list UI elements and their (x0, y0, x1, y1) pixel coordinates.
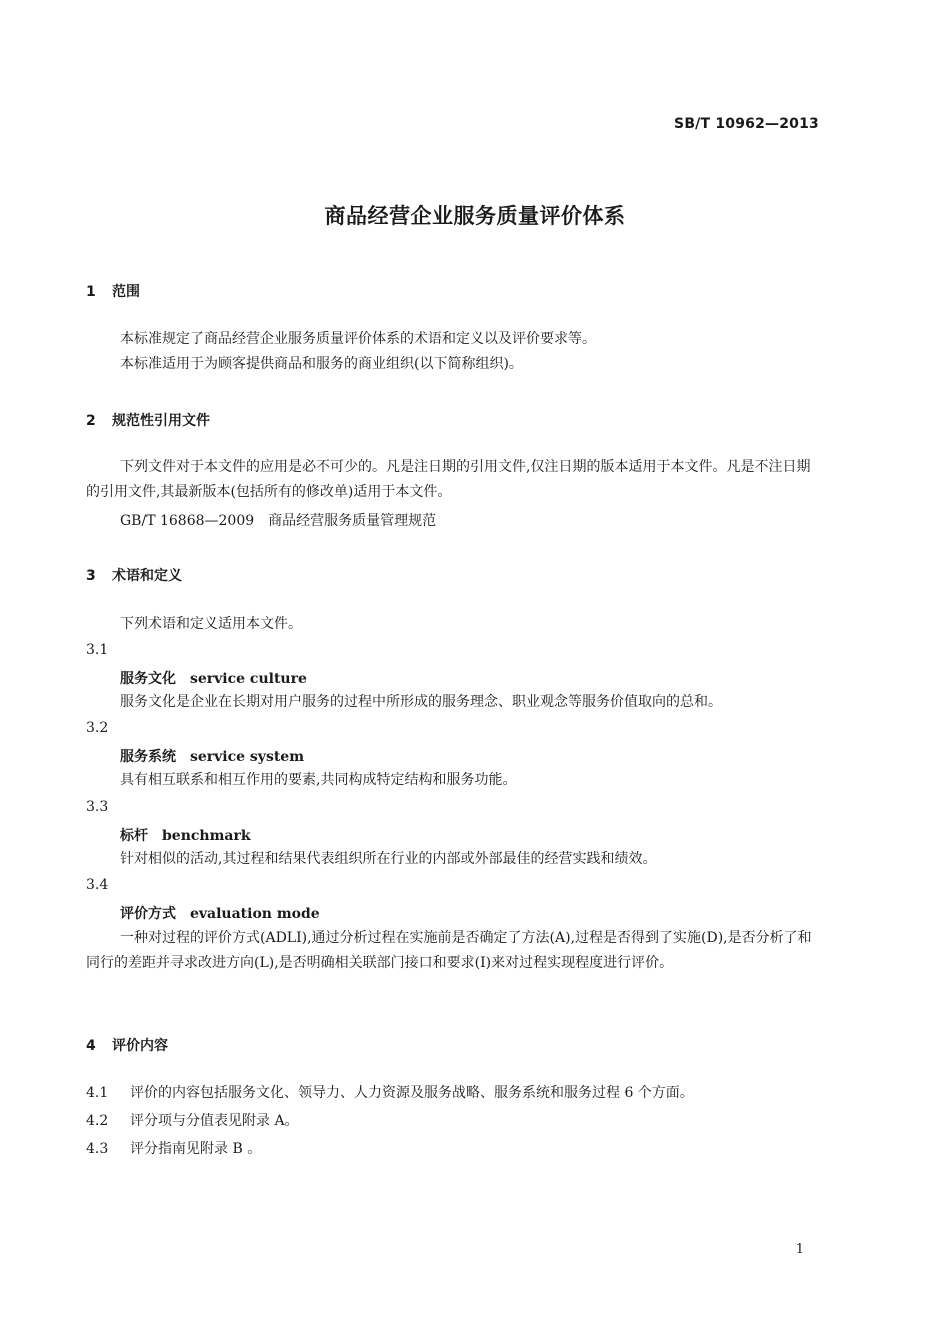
item-number: 4.3 (86, 1141, 109, 1157)
section-number: 4 (86, 1038, 96, 1054)
term-heading (120, 903, 320, 923)
term-zh: 评价方式 (120, 906, 176, 922)
term-definition: 具有相互联系和相互作用的要素,共同构成特定结构和服务功能。 (120, 772, 517, 788)
list-item (86, 1110, 299, 1130)
term-number: 3.4 (86, 877, 109, 893)
section-4-heading (86, 1035, 168, 1055)
section-2-paragraph: 下列文件对于本文件的应用是必不可少的。凡是注日期的引用文件,仅注日期的版本适用于本文件。凡是不注日期的引用文件,其最新版本(包括所有的修改单)适用于本文件。 (86, 459, 811, 500)
term-number: 3.3 (86, 799, 109, 815)
term-definition: 针对相似的活动,其过程和结果代表组织所在行业的内部或外部最佳的经营实践和绩效。 (120, 851, 657, 867)
term-definition: 一种对过程的评价方式(ADLI),通过分析过程在实施前是否确定了方法(A),过程是否得到了实施(D),是否分析了和同行的差距并寻求改进方向(L),是否明确相关联部门接口和要求(I)来对过程实现程度进行评价。 (86, 930, 812, 971)
term-zh: 服务系统 (120, 749, 176, 765)
document-title: 商品经营企业服务质量评价体系 (324, 204, 626, 228)
term-zh: 服务文化 (120, 671, 176, 687)
term-number: 3.2 (86, 720, 109, 736)
term-en: service culture (190, 671, 307, 687)
section-title: 范围 (112, 284, 140, 300)
term-en: service system (190, 749, 305, 765)
term-heading (120, 825, 251, 845)
item-text: 评分指南见附录 B 。 (130, 1141, 262, 1157)
term-heading (120, 746, 304, 766)
section-title: 评价内容 (112, 1038, 168, 1054)
section-3-heading (86, 565, 182, 585)
page-number: 1 (795, 1242, 804, 1257)
section-1-line-1: 本标准规定了商品经营企业服务质量评价体系的术语和定义以及评价要求等。 (120, 331, 596, 347)
term-heading (120, 668, 307, 688)
section-3-intro: 下列术语和定义适用本文件。 (120, 616, 302, 632)
section-number: 2 (86, 413, 96, 429)
term-en: evaluation mode (190, 906, 320, 922)
list-item (86, 1082, 694, 1102)
item-number: 4.1 (86, 1085, 109, 1101)
section-title: 规范性引用文件 (112, 413, 210, 429)
section-number: 3 (86, 568, 96, 584)
section-2-heading (86, 410, 210, 430)
term-en: benchmark (162, 828, 251, 844)
item-text: 评分项与分值表见附录 A。 (130, 1113, 299, 1129)
section-title: 术语和定义 (112, 568, 182, 584)
item-text: 评价的内容包括服务文化、领导力、人力资源及服务战略、服务系统和服务过程 6 个方面。 (130, 1085, 694, 1101)
term-definition: 服务文化是企业在长期对用户服务的过程中所形成的服务理念、职业观念等服务价值取向的总和。 (120, 694, 722, 710)
term-number: 3.1 (86, 642, 109, 658)
section-number: 1 (86, 284, 96, 300)
term-zh: 标杆 (120, 828, 148, 844)
list-item (86, 1138, 261, 1158)
normative-reference: GB/T 16868—2009 商品经营服务质量管理规范 (120, 513, 437, 529)
section-1-heading (86, 281, 140, 301)
standard-code: SB/T 10962—2013 (674, 116, 819, 132)
section-1-line-2: 本标准适用于为顾客提供商品和服务的商业组织(以下简称组织)。 (120, 356, 523, 372)
item-number: 4.2 (86, 1113, 109, 1129)
